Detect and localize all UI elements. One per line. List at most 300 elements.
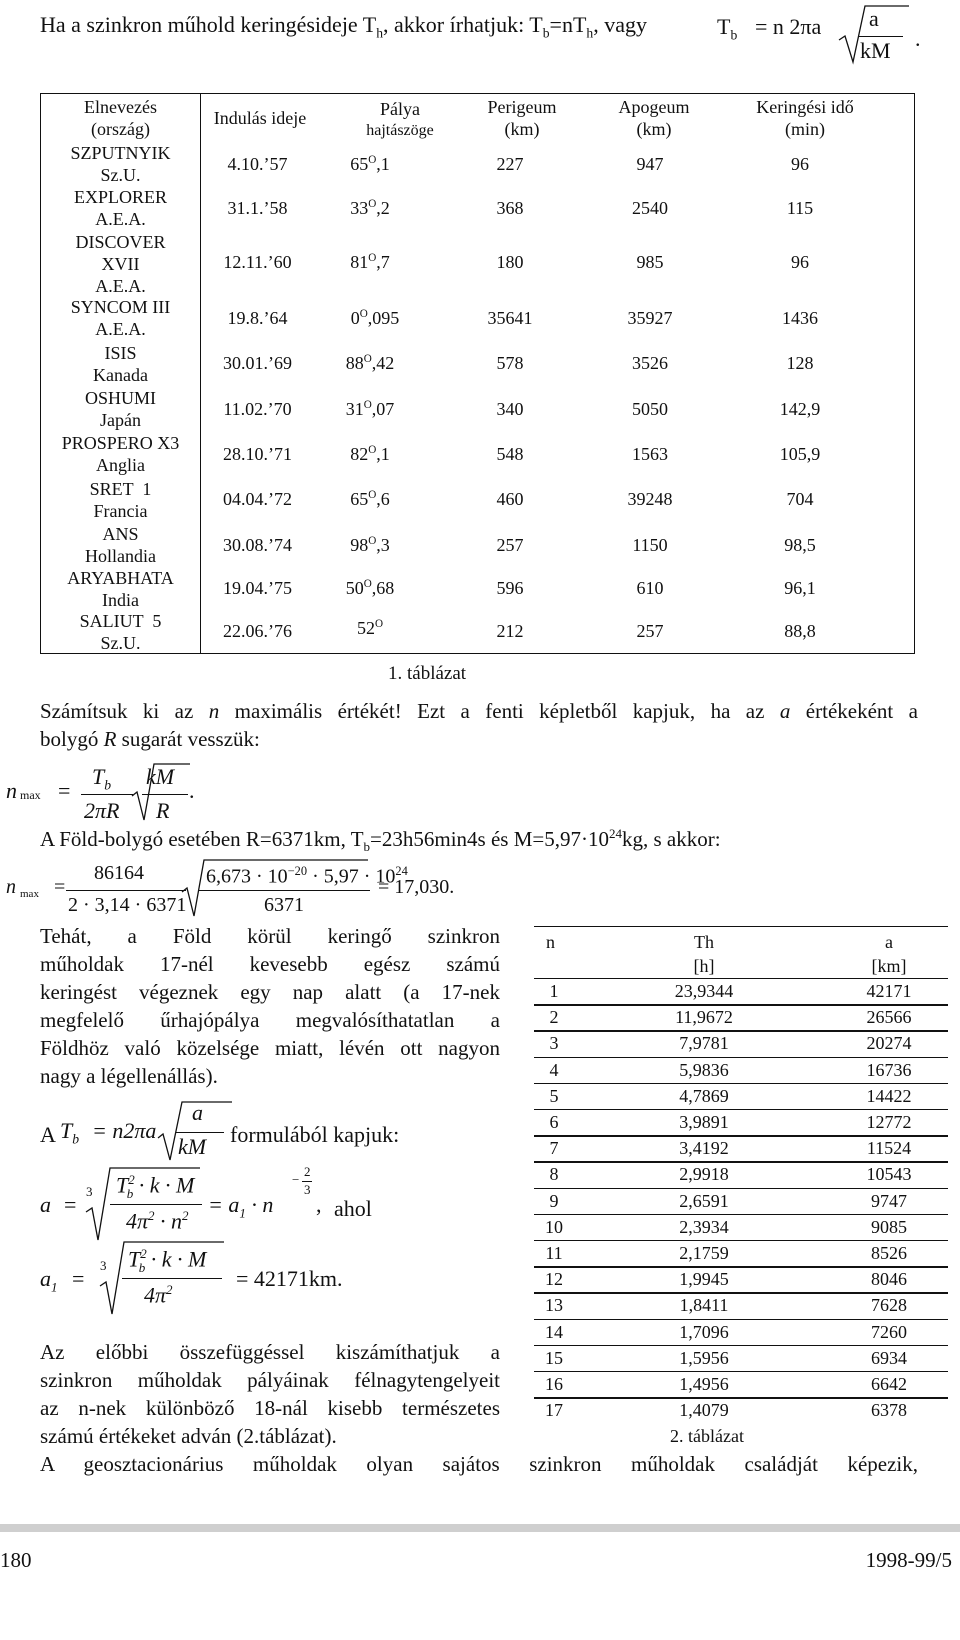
incl-deg: 88 [345,353,364,373]
degree-mark: O [368,198,377,210]
incl-deg: 98 [350,535,369,555]
row-divider [534,1319,948,1320]
sub-1: 1 [51,1279,58,1295]
cell-n: 5 [549,1085,559,1106]
header-apogee-2: (km) [636,119,672,139]
table-row [534,1345,948,1371]
incl-deg: 65 [350,154,369,174]
var-T: T [60,1118,73,1143]
incl-rest: ,68 [371,578,395,598]
table-row [534,1397,948,1423]
name-line: SZPUTNYIK [70,143,171,163]
cell-a: 11524 [866,1138,912,1159]
cell-perigee: 368 [496,198,524,218]
degree-mark: O [368,154,377,166]
den-rest: · n [160,1208,183,1234]
incl-rest: ,1 [376,444,390,464]
header-launch: Indulás ideje [213,108,307,128]
sub-h: h [376,25,384,41]
name-line: Japán [100,410,141,430]
header-incl [340,98,460,142]
row-divider [534,1188,948,1189]
var-a: a [40,1192,51,1217]
num-G: 6,673 · 10 [206,865,288,888]
incl-rest: ,1 [376,154,390,174]
incl-rest: ,095 [367,308,400,328]
cell-launch: 30.08.’74 [223,535,292,555]
cell-th: 2,6591 [679,1190,729,1211]
cell-n: 3 [549,1033,559,1054]
cell-n: 8 [549,1164,559,1185]
table-row-name [43,186,198,230]
sub-1: 1 [239,1205,246,1221]
row-divider [534,1057,948,1058]
paragraph-line: A geosztacionárius műholdak olyan sajátos szinkron műholdak családját képezik, [40,1452,918,1476]
cell-a: 16736 [866,1059,912,1080]
table-row [534,1240,948,1266]
text-run: maximális értékét! Ezt a fenti képletből kapjuk, ha az [219,699,780,723]
table-row [534,1292,948,1318]
row-divider [534,1030,948,1031]
row-divider [534,1083,948,1084]
header-incl-2: hajtászöge [366,122,434,139]
cell-th: 7,9781 [679,1033,729,1054]
num-kM: kM [146,764,175,789]
header-incl-1: Pálya [380,99,420,119]
cell-launch: 11.02.’70 [223,399,292,419]
table-row [534,978,948,1004]
exp: 24 [395,864,408,878]
cell-a: 9747 [871,1190,907,1211]
row-divider [534,1345,948,1346]
eq-sign: = [58,778,71,803]
cell-apogee: 947 [636,154,664,174]
exp: 2 [148,1208,155,1223]
cell-incl [330,399,410,420]
table-row-name [43,610,198,654]
cell-th: 2,9918 [679,1164,729,1185]
cell-n: 7 [549,1138,559,1159]
cell-incl [330,154,410,175]
cell-a: 20274 [866,1033,912,1054]
footer-rule [0,1524,960,1532]
degree-mark: O [368,535,377,547]
sub-b: b [542,25,550,41]
formula-a1 [40,1236,480,1320]
text-run: értékeként a [790,699,918,723]
table-row-name [43,478,198,522]
paragraph-line: számú értékeket adván (2.táblázat). [40,1424,337,1448]
cell-a: 7260 [871,1321,907,1342]
name-line: EXPLORER [73,187,167,207]
name-line: XVII [101,254,140,274]
cell-apogee: 610 [636,578,664,598]
name-line: DISCOVER [75,232,166,252]
cell-perigee: 460 [496,489,524,509]
paragraph-line: nagy a légellenállás). [40,1064,218,1088]
name-line: A.E.A. [95,276,146,296]
table-row-name [43,432,198,476]
cell-perigee: 212 [496,621,524,641]
cell-n: 16 [545,1374,563,1394]
table-row [534,1214,948,1240]
cell-th: 1,9945 [679,1269,729,1290]
result: = 17,030. [378,876,455,898]
table-row-name [43,523,198,567]
paragraph-line: műholdak 17-nél kevesebb egész számú [40,952,500,976]
table-row-name [43,142,198,186]
degree-mark: O [368,252,377,264]
cell-incl [330,578,410,599]
cell-th: 1,4956 [679,1374,729,1394]
table-row [534,1135,948,1161]
cell-th: 3,4192 [679,1138,729,1159]
name-line: Hollandia [85,546,156,566]
sub-b: b [138,1259,146,1275]
eq-a1: = a [208,1192,240,1217]
eq-sign: = [64,1192,77,1217]
cell-period: 142,9 [779,399,821,419]
table-2-caption: 2. táblázat [670,1426,744,1446]
cell-period: 704 [786,489,814,509]
table-row [534,1161,948,1187]
degree-mark: O [359,308,368,320]
table-row-name [43,387,198,431]
paragraph-line: szinkron műholdak pályáinak félnagytengelyeit [40,1368,500,1392]
header-period [730,96,880,140]
table-row-name [43,567,198,611]
cell-period: 98,5 [784,535,816,555]
cell-incl [330,252,410,273]
cell-n: 9 [549,1190,559,1211]
cell-apogee: 2540 [632,198,668,218]
paragraph-line: Tehát, a Föld körül keringő szinkron [40,924,500,948]
eq-sign: = [72,1266,85,1291]
name-line: ISIS [104,343,137,363]
root-index: 3 [86,1184,93,1199]
cell-a: 7628 [871,1295,907,1316]
degree-mark: O [363,578,372,590]
sub-b: b [104,777,112,793]
incl-deg: 50 [345,578,364,598]
name-line: SRET 1 [89,479,152,499]
incl-deg: 82 [350,444,369,464]
text-run: =23h56min4s és M=5,97·10 [370,827,609,851]
period: . [189,778,195,803]
incl-deg: 31 [345,399,364,419]
sub-max: max [20,788,41,802]
cell-launch: 4.10.’57 [227,154,288,174]
cell-a: 6934 [871,1347,907,1368]
header-name [43,96,198,140]
header-text-2: , akkor írhatjuk: T [383,12,543,37]
table-row-name [43,231,198,297]
header-perigee [462,96,582,140]
incl-deg: 81 [350,252,369,272]
incl-rest: ,6 [376,489,390,509]
row-divider [534,1397,948,1398]
cell-period: 105,9 [779,444,821,464]
var-a: a [779,699,791,723]
cell-th: 1,7096 [679,1321,729,1342]
row-divider [534,1266,948,1267]
cell-th: 2,1759 [679,1243,729,1263]
cell-period: 96 [791,154,809,174]
cell-perigee: 35641 [487,308,533,328]
cell-period: 128 [786,353,814,373]
den-6371: 6371 [264,894,304,916]
cell-launch: 12.11.’60 [223,252,292,272]
table-row-name [43,342,198,386]
degree-mark: O [374,618,384,630]
den-kM: kM [178,1134,207,1159]
incl-rest: ,42 [371,353,395,373]
degree-mark: O [368,489,377,501]
cell-incl [330,535,410,556]
cell-a: 9085 [871,1216,907,1237]
cell-n: 1 [549,981,559,1001]
cell-a: 6378 [871,1400,907,1421]
formula-nmax [6,760,206,830]
cell-a: 14422 [866,1085,912,1106]
paragraph-line: Az előbbi összefüggéssel kiszámíthatjuk a [40,1340,500,1364]
table-row [534,1109,948,1135]
cell-incl [330,618,410,639]
exp-den: 3 [304,1182,311,1197]
header-line [40,12,647,41]
formula-den: kM [860,38,891,63]
cell-perigee: 180 [496,252,524,272]
formula-calc [6,858,526,924]
incl-deg: 65 [350,489,369,509]
header-name-1: Elnevezés [84,97,157,117]
cell-a: 42171 [866,981,912,1001]
var-T: T [116,1172,129,1198]
header-apogee [594,96,714,140]
var-T: T [128,1246,141,1272]
cell-th: 11,9672 [675,1007,733,1028]
cell-perigee: 548 [496,444,524,464]
row-divider [534,978,948,979]
text-run: Számítsuk ki az [40,699,209,723]
name-line: PROSPERO X3 [61,433,180,453]
text-run: A Föld-bolygó esetében R=6371km, T [40,827,364,851]
letter-A: A [40,1122,56,1147]
table-row [534,1188,948,1214]
cell-a: 10543 [866,1164,912,1185]
header-perigee-2: (km) [504,119,540,139]
cell-apogee: 1563 [632,444,668,464]
cell-perigee: 257 [496,535,524,555]
cell-th: 4,7869 [679,1085,729,1106]
var-n: · n [251,1192,274,1217]
name-line: ANS [102,524,139,544]
paragraph-line: megfelelő űrhajópálya megvalósíthatatlan a [40,1008,500,1032]
paragraph-line [40,725,260,754]
cell-th: 1,8411 [679,1295,729,1316]
cell-period: 115 [786,198,814,218]
num-a: a [192,1100,203,1125]
cell-perigee: 596 [496,578,524,598]
cell-launch: 30.01.’69 [223,353,292,373]
table-row [534,1319,948,1345]
root-index: 3 [100,1258,107,1273]
name-line: Anglia [96,455,145,475]
header-text: Ha a szinkron műhold keringésideje T [40,12,377,37]
header-period-2: (min) [785,119,825,139]
cell-incl [330,489,410,510]
cell-a: 8526 [871,1243,907,1263]
paragraph-line: az n-nek különböző 18-nál kisebb természetes [40,1396,500,1420]
row-divider [534,1292,948,1293]
cell-launch: 04.04.’72 [223,489,292,509]
var-n: n [6,778,17,803]
row-divider [534,1109,948,1110]
cell-period: 1436 [782,308,818,328]
den-4pi: 4π [144,1282,167,1308]
header-a-unit: [km] [871,956,907,976]
paragraph-line: keringést végeznek egy nap alatt (a 17-nek [40,980,500,1004]
header-th: Th [694,932,714,952]
header-th-unit: [h] [693,956,715,976]
table-row [534,1030,948,1056]
num-86164: 86164 [94,862,144,884]
table-row-name [43,296,198,340]
header-period-1: Keringési idő [756,97,854,117]
page-number: 180 [0,1548,32,1572]
minus: − [292,1172,300,1187]
word-ahol: ahol [334,1196,372,1221]
exp: −20 [287,864,308,878]
den-4pi: 4π [126,1208,149,1234]
header-text-4: , vagy [593,12,647,37]
name-line: Sz.U. [100,165,141,185]
incl-deg: 33 [350,198,369,218]
row-divider [534,1161,948,1162]
exp: 2 [166,1282,173,1297]
exp: 2 [182,1208,189,1223]
cell-period: 96,1 [784,578,816,598]
table-row [534,1057,948,1083]
var-n: n [6,876,16,898]
earth-line [40,826,721,855]
cell-th: 5,9836 [679,1059,729,1080]
text-run: bolygó [40,727,104,751]
header-n: n [546,932,555,952]
cell-incl [330,444,410,465]
den-2piR: 2πR [84,798,120,823]
table-2-header [534,928,948,976]
name-line: SALIUT 5 [79,611,162,631]
var-a: a [40,1266,51,1291]
cell-incl [330,308,420,329]
den-product: 2 · 3,14 · 6371 [68,894,187,916]
name-line: Francia [93,501,148,521]
text-run: sugarát vesszük: [116,727,260,751]
exp-num: 2 [304,1164,311,1179]
degree-mark: O [368,444,377,456]
table-row [534,1083,948,1109]
exp: 2 [128,1172,135,1187]
cell-th: 23,9344 [674,981,734,1001]
header-a: a [885,932,893,952]
cell-th: 1,4079 [679,1400,729,1421]
incl-rest: ,2 [376,198,390,218]
cell-a: 6642 [871,1374,907,1394]
cell-launch: 19.8.’64 [227,308,288,328]
formula-a [40,1164,480,1246]
cell-incl [330,353,410,374]
cell-perigee: 227 [496,154,524,174]
cell-n: 13 [545,1295,563,1316]
var-T: T [92,764,105,789]
row-divider [534,1004,948,1005]
cell-apogee: 5050 [632,399,668,419]
sub-b: b [126,1185,134,1201]
formula-text: formulából kapjuk: [230,1122,400,1147]
text-run: kg, s akkor: [622,827,721,851]
cell-launch: 31.1.’58 [227,198,288,218]
cell-th: 2,3934 [679,1216,729,1237]
formula-A [40,1098,460,1168]
exp: 24 [608,826,622,841]
row-divider [534,1371,948,1372]
cell-n: 11 [545,1243,563,1263]
cell-apogee: 1150 [632,535,668,555]
cell-period: 88,8 [784,621,816,641]
cell-n: 14 [545,1321,563,1342]
cell-n: 10 [545,1216,563,1237]
result: = 42171km. [236,1266,343,1291]
name-line: SYNCOM III [70,297,171,317]
cell-n: 15 [545,1347,563,1368]
incl-rest: ,7 [376,252,390,272]
name-line: A.E.A. [95,319,146,339]
cell-a: 26566 [866,1007,912,1028]
header-apogee-1: Apogeum [618,97,690,117]
degree-mark: O [363,353,372,365]
incl-deg: 52 [356,618,375,638]
cell-period: 96 [791,252,809,272]
formula-eq: = n 2πa [755,14,822,39]
var-n: n [208,699,220,723]
cell-launch: 28.10.’71 [223,444,292,464]
cell-incl [330,198,410,219]
num-M: · 5,97 · 10 [307,865,396,888]
cell-perigee: 340 [496,399,524,419]
num-rest: · k · M [138,1172,195,1198]
sub-b: b [363,839,371,855]
cell-apogee: 35927 [627,308,673,328]
sub-max: max [20,888,39,900]
name-line: OSHUMI [84,388,156,408]
header-formula [717,0,947,70]
table-row [534,1371,948,1397]
cell-n: 6 [549,1112,559,1132]
issue-number: 1998-99/5 [865,1548,952,1572]
incl-rest: ,3 [376,535,390,555]
cell-th: 1,5956 [679,1347,729,1368]
den-R: R [156,798,170,823]
sub-h-2: h [586,25,594,41]
cell-perigee: 578 [496,353,524,373]
cell-a: 8046 [871,1269,907,1290]
cell-n: 17 [545,1400,563,1421]
formula-end: . [915,26,921,51]
cell-th: 3,9891 [679,1112,729,1132]
num-rest: · k · M [150,1246,207,1272]
name-line: India [102,590,139,610]
